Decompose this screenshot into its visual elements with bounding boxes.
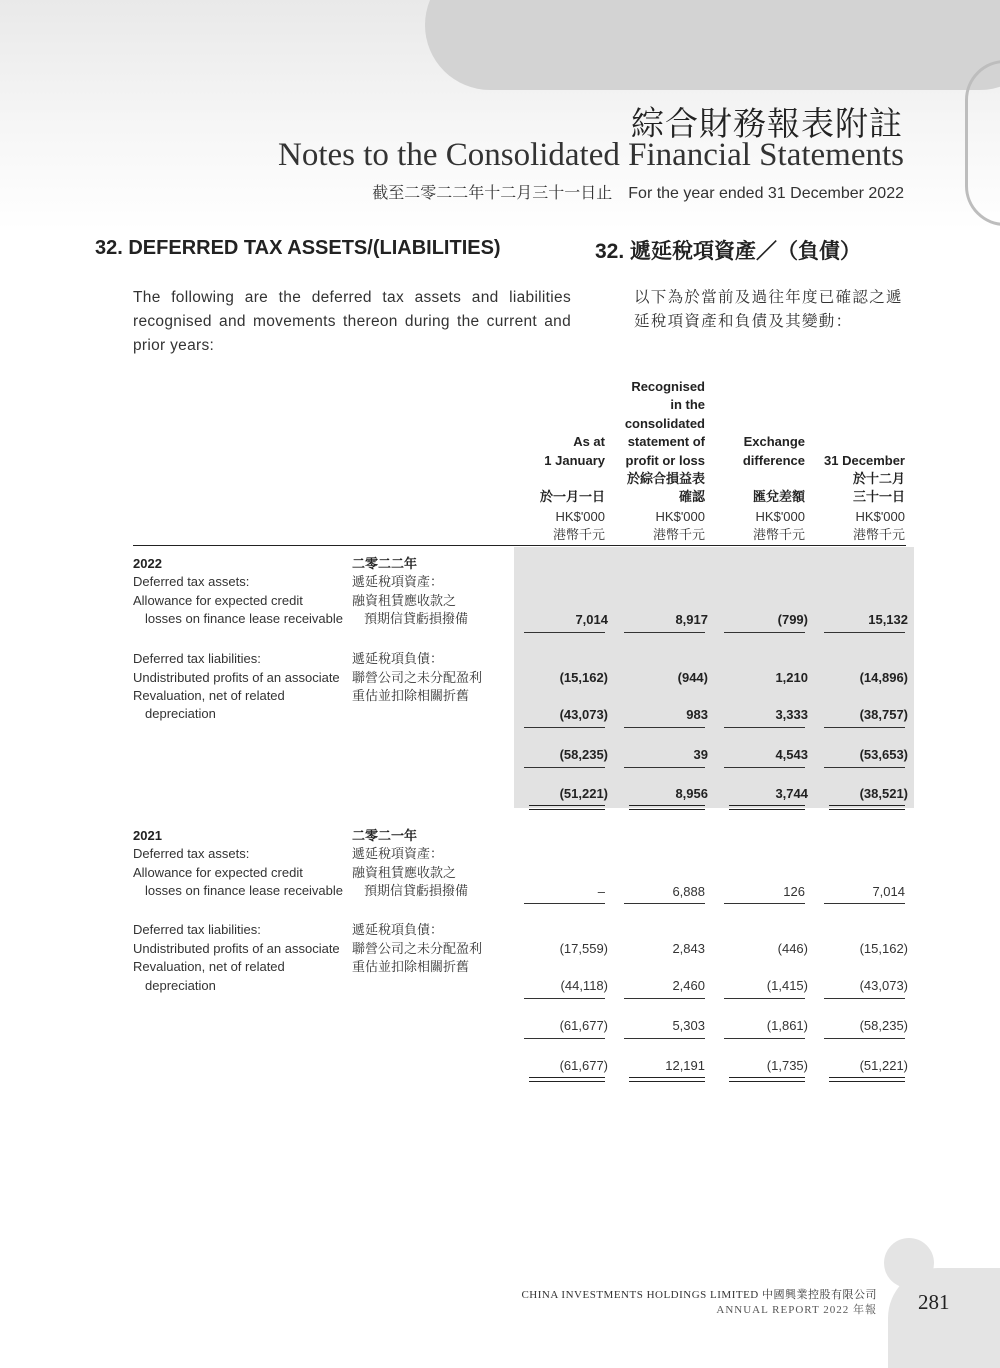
underline [824,727,905,728]
column-unit-exchange: HK$'000 港幣千元 [752,509,805,542]
cell-2021-net-opening: (61,677) [559,1058,608,1073]
cell-2022-allowance-recognised: 8,917 [675,612,708,627]
liabilities-heading-cn: 遞延稅項負債： [352,651,444,666]
cell-2021-reval-recognised: 2,460 [672,978,705,993]
row-label-undistributed: Undistributed profits of an associate [133,941,340,956]
liabilities-heading-cn: 遞延稅項負債： [352,922,444,937]
cell-2021-reval-closing: (43,073) [859,978,908,993]
cell-2022-allowance-exchange: (799) [777,612,808,627]
underline [824,1038,905,1039]
underline [524,632,605,633]
year-label-2021: 2021 [133,828,162,843]
row-label-allowance: Allowance for expected credit [133,865,303,880]
underline [724,767,805,768]
row-label-revaluation: Revaluation, net of related [133,959,285,974]
year-label-2021-cn: 二零二一年 [352,828,418,843]
row-label-undistributed-cn: 聯營公司之未分配盈利 [352,941,483,956]
cell-2021-liab-total-opening: (61,677) [559,1018,608,1033]
row-label-revaluation: Revaluation, net of related [133,688,285,703]
cell-2022-undist-closing: (14,896) [859,670,908,685]
row-label-undistributed-cn: 聯營公司之未分配盈利 [352,670,483,685]
cell-2021-allowance-closing: 7,014 [872,884,905,899]
cell-2022-undist-recognised: (944) [677,670,708,685]
column-header-closing: 31 December 於十二月 三十一日 [824,452,905,505]
cell-2022-reval-exchange: 3,333 [775,707,808,722]
page-title-cn: 綜合財務報表附註 [631,104,903,143]
cell-2022-reval-opening: (43,073) [559,707,608,722]
year-label-2022: 2022 [133,556,162,571]
header-decor-shape [425,0,1000,90]
cell-2021-reval-opening: (44,118) [560,978,608,993]
double-underline [729,1077,805,1082]
underline [724,727,805,728]
underline [724,903,805,904]
cell-2021-reval-exchange: (1,415) [766,978,808,993]
underline [524,727,605,728]
page-title-en: Notes to the Consolidated Financial Statements [278,137,904,173]
row-label-undistributed: Undistributed profits of an associate [133,670,340,685]
cell-2021-allowance-exchange: 126 [783,884,805,899]
double-underline [529,1077,605,1082]
cell-2022-liab-total-opening: (58,235) [559,747,608,762]
cell-2021-undist-opening: (17,559) [559,941,608,956]
intro-text-cn: 以下為於當前及過往年度已確認之遞延稅項資產和負債及其變動： [634,289,903,330]
row-label-allowance-cont: losses on finance lease receivable [145,883,344,898]
footer-annual-report: ANNUAL REPORT 2022 年報 [716,1304,877,1316]
row-label-revaluation-cont: depreciation [145,978,216,993]
double-underline [629,1077,705,1082]
underline [524,767,605,768]
double-underline [529,805,605,810]
cell-2022-net-exchange: 3,744 [775,786,808,801]
underline [524,903,605,904]
underline [624,632,705,633]
column-header-exchange: Exchange difference 匯兌差額 [742,434,805,505]
assets-heading-cn: 遞延稅項資產： [352,846,444,861]
year-label-2022-cn: 二零二二年 [352,556,418,571]
underline [624,727,705,728]
cell-2022-net-opening: (51,221) [559,786,608,801]
underline [824,998,905,999]
underline [724,1038,805,1039]
underline [824,632,905,633]
cell-2022-net-closing: (38,521) [859,786,908,801]
cell-2021-net-exchange: (1,735) [766,1058,808,1073]
cell-2022-reval-recognised: 983 [686,707,708,722]
underline [524,998,605,999]
assets-heading: Deferred tax assets: [133,846,250,861]
section-title-cn: 32. 遞延稅項資產／（負債） [595,240,862,263]
cell-2022-undist-exchange: 1,210 [775,670,808,685]
assets-heading: Deferred tax assets: [133,574,250,589]
cell-2021-liab-total-recognised: 5,303 [672,1018,705,1033]
cell-2022-allowance-closing: 15,132 [868,612,908,627]
cell-2021-liab-total-exchange: (1,861) [766,1018,808,1033]
cell-2022-liab-total-closing: (53,653) [859,747,908,762]
intro-text-en: The following are the deferred tax assets and liabilities recognised and movements thereon during the current and prior years: [133,289,571,354]
cell-2022-reval-closing: (38,757) [859,707,908,722]
column-unit-closing: HK$'000 港幣千元 [852,509,905,542]
cell-2021-undist-closing: (15,162) [859,941,908,956]
footer-company-name: CHINA INVESTMENTS HOLDINGS LIMITED 中國興業控股有限公司 [521,1289,877,1301]
underline [524,1038,605,1039]
row-label-allowance-cn: 融資租賃應收款之 [352,865,457,880]
cell-2022-allowance-opening: 7,014 [575,612,608,627]
underline [624,903,705,904]
column-unit-recognised: HK$'000 港幣千元 [652,509,705,542]
column-unit-opening: HK$'000 港幣千元 [552,509,605,542]
cell-2021-net-closing: (51,221) [859,1058,908,1073]
underline [624,998,705,999]
row-label-allowance: Allowance for expected credit [133,593,303,608]
underline [824,903,905,904]
cell-2021-undist-recognised: 2,843 [672,941,705,956]
page-subtitle: 截至二零二二年十二月三十一日止 For the year ended 31 December 2022 [372,185,904,202]
underline [724,998,805,999]
cell-2021-undist-exchange: (446) [777,941,808,956]
double-underline [829,1077,905,1082]
row-label-revaluation-cont: depreciation [145,706,216,721]
underline [624,1038,705,1039]
header-decor-ring [965,60,1000,226]
liabilities-heading: Deferred tax liabilities: [133,651,261,666]
row-label-allowance-cont: losses on finance lease receivable [145,611,344,626]
column-header-opening: As at 1 January 於一月一日 [539,434,605,505]
footer-page-tab [888,1268,1000,1368]
underline [824,767,905,768]
double-underline [629,805,705,810]
double-underline [729,805,805,810]
liabilities-heading: Deferred tax liabilities: [133,922,261,937]
page-number: 281 [918,1290,950,1314]
row-label-revaluation-cn: 重估並扣除相關折舊 [352,959,470,974]
row-label-revaluation-cn: 重估並扣除相關折舊 [352,688,470,703]
cell-2022-liab-total-recognised: 39 [693,747,708,762]
cell-2022-undist-opening: (15,162) [559,670,608,685]
underline [624,767,705,768]
cell-2022-net-recognised: 8,956 [675,786,708,801]
row-label-allowance-cn-cont: 預期信貸虧損撥備 [364,883,469,898]
assets-heading-cn: 遞延稅項資產： [352,574,444,589]
table-header-rule [133,545,906,546]
column-header-recognised: Recognised in the consolidated statement of profit or loss 於綜合損益表 確認 [624,379,705,505]
cell-2021-allowance-opening: – [597,884,605,899]
section-title-en: 32. DEFERRED TAX ASSETS/(LIABILITIES) [95,237,501,259]
cell-2021-allowance-recognised: 6,888 [672,884,705,899]
underline [724,632,805,633]
double-underline [829,805,905,810]
cell-2022-liab-total-exchange: 4,543 [775,747,808,762]
cell-2021-net-recognised: 12,191 [665,1058,705,1073]
cell-2021-liab-total-closing: (58,235) [859,1018,908,1033]
row-label-allowance-cn-cont: 預期信貸虧損撥備 [364,611,469,626]
row-label-allowance-cn: 融資租賃應收款之 [352,593,457,608]
